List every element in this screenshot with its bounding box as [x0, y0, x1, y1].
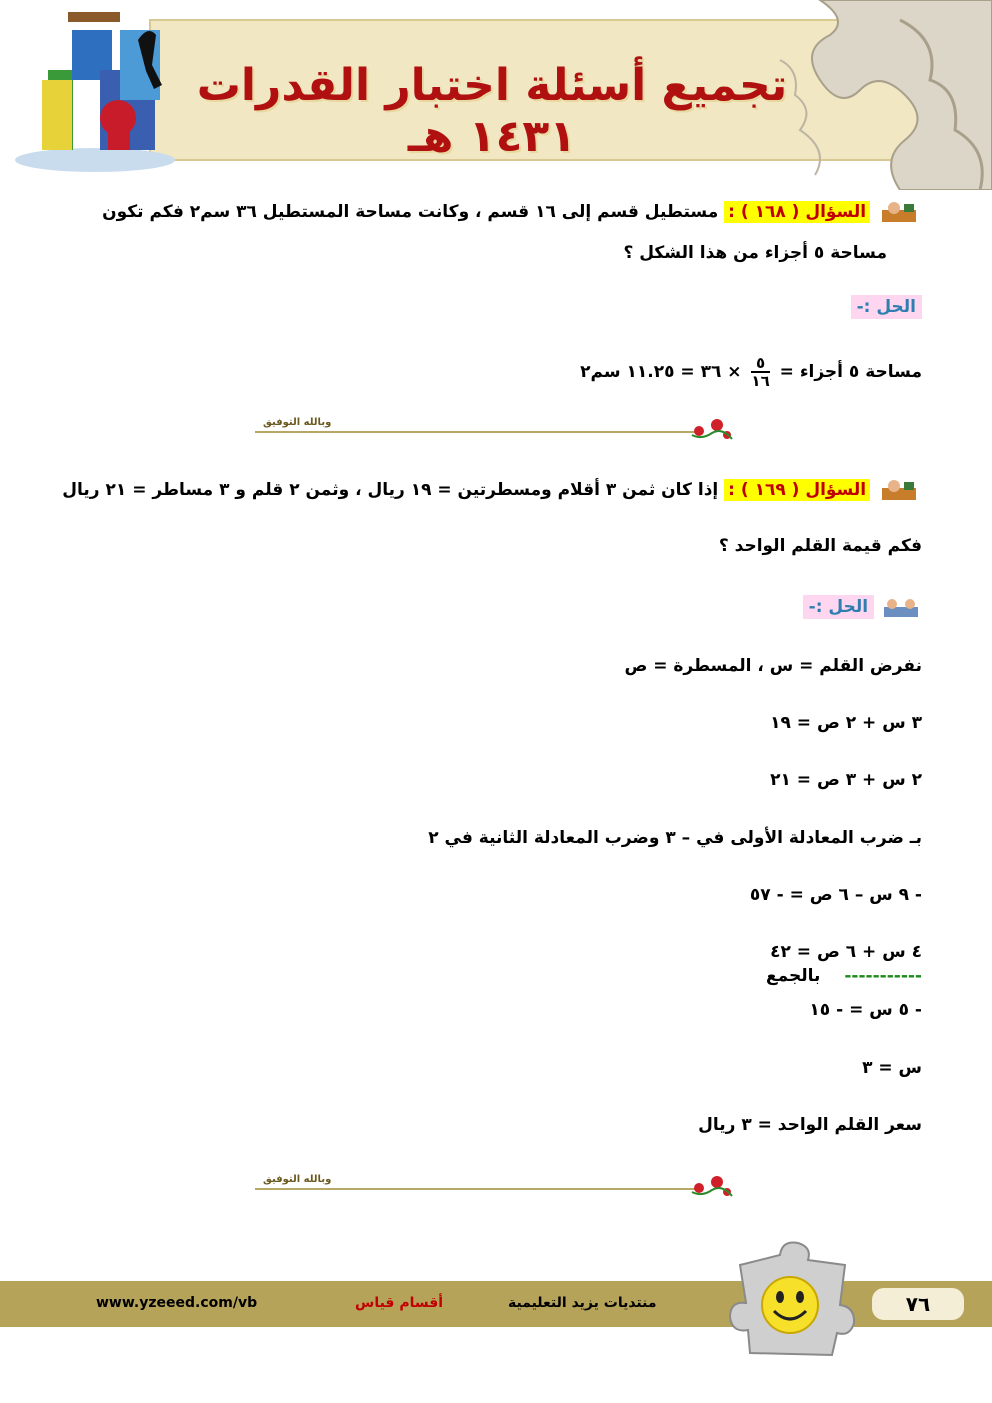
flower-icon [687, 1172, 737, 1202]
question-169-label: السؤال ( ١٦٩ ) : [724, 479, 870, 501]
divider-line [255, 431, 695, 433]
divider [255, 415, 740, 445]
question-168-text: مستطيل قسم إلى ١٦ قسم ، وكانت مساحة المستطيل ٣٦ سم٢ فكم تكون [102, 202, 719, 222]
footer-forum: منتديات يزيد التعليمية [508, 1295, 657, 1311]
page-title: تجميع أسئلة اختبار القدرات ١٤٣١ هـ [196, 60, 788, 162]
divider-line [255, 1188, 695, 1190]
sum-label: بالجمع [766, 966, 821, 986]
question-169-text-line2: فكم قيمة القلم الواحد ؟ [718, 536, 922, 556]
flower-icon [687, 415, 737, 445]
step-line: ٤ س + ٦ ص = ٤٢ [770, 942, 922, 962]
divider-text: وبالله التوفيق [263, 1174, 332, 1185]
answer-suffix: × ٣٦ = ١١.٢٥ سم٢ [580, 362, 742, 382]
step-line: سعر القلم الواحد = ٣ ريال [698, 1115, 922, 1135]
step-line: - ٥ س = - ١٥ [809, 1000, 922, 1020]
page-number: ٧٦ [872, 1288, 964, 1320]
sum-row [766, 966, 922, 986]
question-168-line1 [102, 200, 920, 224]
sum-dashes: ----------- [844, 966, 922, 986]
step-line: نفرض القلم = س ، المسطرة = ص [624, 656, 922, 676]
divider [255, 1172, 740, 1202]
smiley-puzzle-icon [720, 1235, 860, 1365]
step-line: ٣ س + ٢ ص = ١٩ [770, 713, 922, 733]
question-169-line1 [62, 478, 920, 502]
fraction-numerator: ٥ [751, 355, 769, 373]
page-header [0, 0, 992, 190]
fraction-denominator: ١٦ [751, 372, 770, 390]
fraction [751, 355, 769, 389]
question-169-text: إذا كان ثمن ٣ أقلام ومسطرتين = ١٩ ريال ، وثمن ٢ قلم و ٣ مساطر = ٢١ ريال [62, 480, 719, 500]
step-line: بـ ضرب المعادلة الأولى في – ٣ وضرب المعادلة الثانية في ٢ [428, 828, 922, 848]
step-line: ٢ س + ٣ ص = ٢١ [770, 770, 922, 790]
solution-168-answer [580, 355, 922, 389]
question-168-text-line2: مساحة ٥ أجزاء من هذا الشكل ؟ [623, 243, 887, 263]
question-168-label: السؤال ( ١٦٨ ) : [724, 201, 870, 223]
alphabet-blocks-icon [15, 12, 175, 172]
step-line: - ٩ س – ٦ ص = - ٥٧ [749, 885, 922, 905]
student-icon [880, 478, 920, 502]
solution-label: الحل :- [803, 595, 874, 619]
answer-prefix: مساحة ٥ أجزاء = [779, 362, 922, 382]
step-line: س = ٣ [862, 1058, 922, 1078]
study-icon [882, 595, 922, 619]
solution-169-heading [803, 595, 922, 619]
solution-label: الحل :- [851, 295, 922, 319]
solution-168-heading [851, 297, 922, 317]
footer-url[interactable]: www.yzeeed.com/vb [96, 1295, 258, 1311]
footer-section: أقسام قياس [355, 1295, 444, 1311]
divider-text: وبالله التوفيق [263, 417, 332, 428]
student-icon [880, 200, 920, 224]
